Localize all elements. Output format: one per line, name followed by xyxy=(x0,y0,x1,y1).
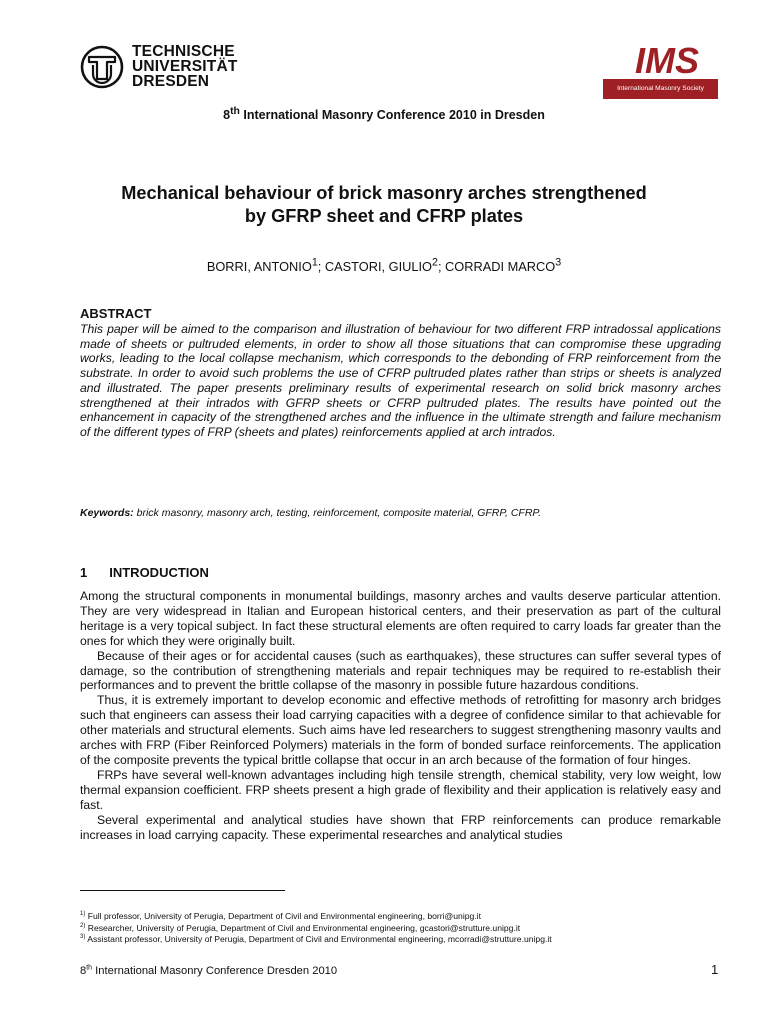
authors xyxy=(0,256,768,274)
tud-line-3: DRESDEN xyxy=(132,73,210,90)
footer-ordinal: 8 xyxy=(80,965,87,977)
footnote xyxy=(80,923,721,935)
keywords xyxy=(80,507,721,519)
footnote-text: Full professor, University of Perugia, Department of Civil and Environmental engineering, borri@unipg.it xyxy=(85,911,481,921)
paper-title xyxy=(0,182,768,228)
ims-logo xyxy=(603,43,718,100)
keywords-text: brick masonry, masonry arch, testing, reinforcement, composite material, GFRP, CFRP. xyxy=(133,507,541,519)
abstract-heading: ABSTRACT xyxy=(80,306,152,321)
footnote-divider xyxy=(80,890,285,891)
author-2-ref: 2 xyxy=(432,256,438,269)
header-ordinal: 8 xyxy=(223,108,231,122)
tu-dresden-logo xyxy=(80,44,238,89)
keywords-label: Keywords: xyxy=(80,507,134,519)
ims-wordmark xyxy=(617,43,717,76)
header-text: International Masonry Conference 2010 in Dresden xyxy=(239,108,545,122)
footnotes xyxy=(80,911,721,946)
tu-dresden-wordmark xyxy=(132,44,238,89)
footer-ordinal-suffix: th xyxy=(86,964,93,972)
footnote-mark: 2) xyxy=(80,922,86,929)
tud-line-1: TECHNISCHE xyxy=(132,43,235,60)
intro-paragraph: Among the structural components in monumental buildings, masonry arches and vaults deserve particular attention. They are very widespread in Italian and European historical centers, and their preservation as part of the cultural heritage is a very topical subject. In fact these structural elements are often required to carry loads far greater than the ones for which they were originally built. xyxy=(80,589,721,648)
intro-paragraph: FRPs have several well-known advantages including high tensile strength, chemical stability, very low weight, low thermal expansion coefficient. FRP sheets present a high grade of flexibility and their application is relatively easy and fast. xyxy=(80,767,721,812)
abstract-text: This paper will be aimed to the comparison and illustration of behaviour for two different FRP intradossal applications made of sheets or pultruded elements, in order to show all those situations that can compromise these upgrading works, leading to the local collapse mechanism, which corresponds to the debonding of FRP reinforcement from the substrate. In order to avoid such problems the use of CFRP pultruded plates rather than strips or sheets is analyzed and illustrated. The paper presents preliminary results of experimental research on solid brick masonry arches strengthened at their intrados with GFRP sheets or CFRP pultruded plates. The results have pointed out the enhancement in capacity of the strengthened arches and the influence in the ultimate strength and failure mechanism of the different types of FRP (sheets and plates) reinforcements applied at arch intrados. xyxy=(80,322,721,439)
intro-paragraph: Thus, it is extremely important to develop economic and effective methods of retrofitting for masonry arch bridges such that engineers can assess their load carrying capacities with a degree of confidence similar to that achievable for other materials and structural elements. Such aims have led researchers to suggest strengthening masonry vaults and arches with FRP (Fiber Reinforced Polymers) materials in the form of bonded surface reinforcements. The application of the composite prevents the typical brittle collapse that occur in an arch because of the formation of four hinges. xyxy=(80,693,721,767)
tu-dresden-emblem-icon xyxy=(80,45,124,89)
intro-paragraph: Because of their ages or for accidental causes (such as earthquakes), these structures can suffer several types of damage, so the contribution of strengthening materials and repair techniques may be required to re-establish their performances and to prevent the brittle collapse of the masonry in possible future hazardous conditions. xyxy=(80,648,721,693)
footnote-text: Researcher, University of Perugia, Department of Civil and Environmental engineering, gcastori@strutture.unipg.it xyxy=(85,922,521,933)
title-line-2: by GFRP sheet and CFRP plates xyxy=(244,206,524,226)
ims-caption: International Masonry Society xyxy=(603,79,718,99)
page-footer xyxy=(80,965,337,977)
intro-paragraph: Several experimental and analytical studies have shown that FRP reinforcements can produce remarkable increases in load carrying capacity. These experimental researches and analytical studies xyxy=(80,812,721,842)
ims-mark: IMS xyxy=(634,43,700,76)
section-heading-introduction xyxy=(80,565,209,580)
footnote xyxy=(80,911,721,923)
section-title: INTRODUCTION xyxy=(109,565,209,580)
author-3: ; CORRADI MARCO xyxy=(437,259,556,274)
section-number: 1 xyxy=(80,565,88,580)
author-1-ref: 1 xyxy=(311,256,318,269)
author-2: ; CASTORI, GIULIO xyxy=(317,259,432,274)
footnote xyxy=(80,934,721,946)
footnote-mark: 3) xyxy=(80,934,86,941)
conference-header xyxy=(0,105,768,122)
introduction-body xyxy=(80,589,721,842)
author-1: BORRI, ANTONIO xyxy=(206,259,312,274)
footer-text: International Masonry Conference Dresden 2010 xyxy=(92,965,338,977)
header-ordinal-suffix: th xyxy=(230,105,240,117)
footnote-mark: 1) xyxy=(80,911,86,918)
title-line-1: Mechanical behaviour of brick masonry arches strengthened xyxy=(121,183,647,203)
tud-line-2: UNIVERSITÄT xyxy=(132,58,238,75)
footnote-text: Assistant professor, University of Perugia, Department of Civil and Environmental engineering, mcorradi@strutture.unipg.it xyxy=(85,934,552,944)
page-number: 1 xyxy=(711,962,719,977)
author-3-ref: 3 xyxy=(555,256,562,269)
